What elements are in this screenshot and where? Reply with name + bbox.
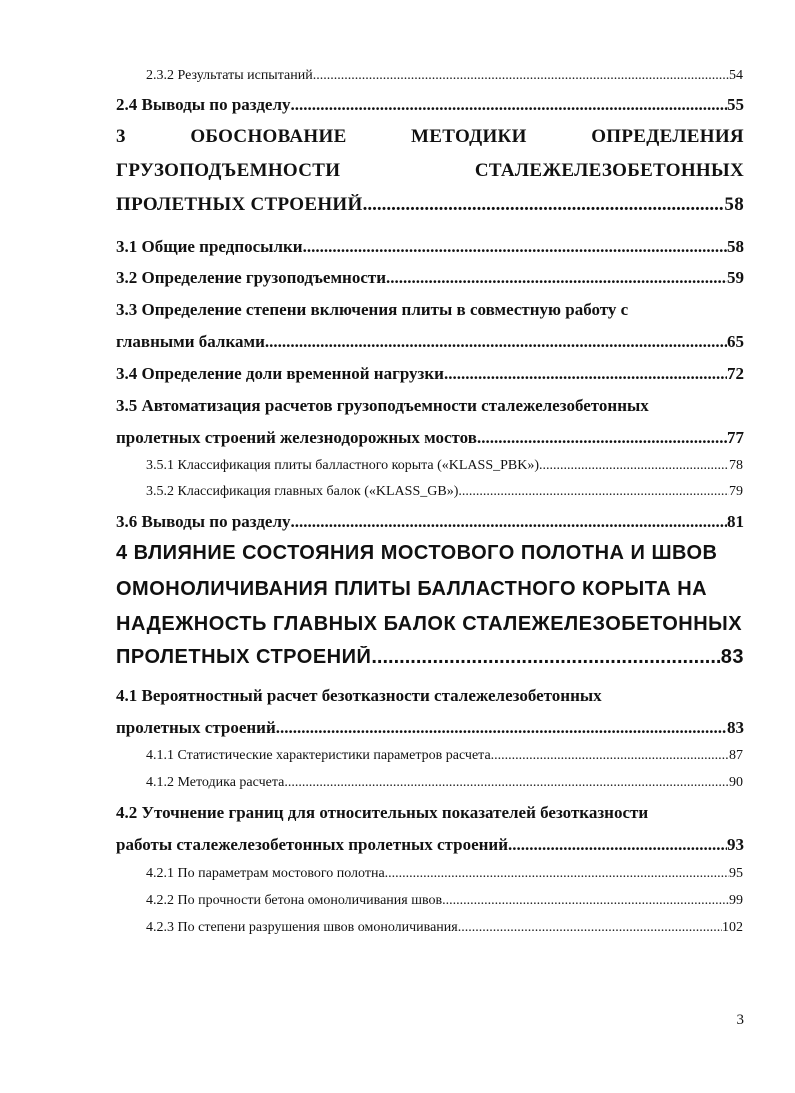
toc-entry-4-2-3[interactable] xyxy=(146,920,743,936)
chapter-word: ГРУЗОПОДЪЕМНОСТИ xyxy=(116,160,341,181)
toc-entry-title: ПРОЛЕТНЫХ СТРОЕНИЙ xyxy=(116,646,372,668)
toc-page-number: 78 xyxy=(729,458,743,473)
toc-leader-dots xyxy=(458,484,729,500)
chapter-word: ОПРЕДЕЛЕНИЯ xyxy=(591,126,744,147)
chapter-word: ОБОСНОВАНИЕ xyxy=(190,126,347,147)
toc-entry-3-5-2[interactable] xyxy=(146,484,743,500)
toc-leader-dots xyxy=(508,835,727,855)
toc-entry-3-5[interactable] xyxy=(116,428,744,448)
toc-leader-dots xyxy=(265,332,727,352)
toc-entry-3-1[interactable] xyxy=(116,237,744,257)
toc-entry-title: 3.2 Определение грузоподъемности xyxy=(116,268,387,287)
toc-page-number: 65 xyxy=(727,332,744,351)
toc-page-number: 87 xyxy=(729,748,743,763)
toc-leader-dots xyxy=(276,718,727,738)
chapter-word: МЕТОДИКИ xyxy=(411,126,527,147)
toc-chapter-3-line-2[interactable] xyxy=(116,160,744,182)
toc-entry-3-3-line-1[interactable]: 3.3 Определение степени включения плиты в совместную работу с xyxy=(116,300,629,319)
toc-entry-title: 3.1 Общие предпосылки xyxy=(116,237,303,256)
toc-leader-dots xyxy=(303,237,727,257)
toc-page-number: 55 xyxy=(727,95,744,114)
toc-entry-title: 3.5.1 Классификация плиты балластного корыта («KLASS_PBK») xyxy=(146,458,540,473)
toc-entry-title: ПРОЛЕТНЫХ СТРОЕНИЙ xyxy=(116,194,363,215)
toc-leader-dots xyxy=(363,194,725,216)
toc-entry-2-4[interactable] xyxy=(116,95,744,115)
toc-chapter-3-line-3[interactable] xyxy=(116,194,744,216)
toc-entry-3-6[interactable] xyxy=(116,512,744,532)
toc-page-number: 72 xyxy=(727,364,744,383)
toc-entry-title: главными балками xyxy=(116,332,265,351)
toc-entry-3-5-line-1[interactable]: 3.5 Автоматизация расчетов грузоподъемности сталежелезобетонных xyxy=(116,396,649,415)
toc-page-number: 83 xyxy=(720,646,744,668)
toc-entry-title: 4.1.1 Статистические характеристики параметров расчета xyxy=(146,748,491,763)
toc-entry-4-2-1[interactable] xyxy=(146,866,743,882)
toc-leader-dots xyxy=(458,920,722,936)
toc-entry-3-2[interactable] xyxy=(116,268,744,288)
toc-entry-title: 4.2.2 По прочности бетона омоноличивания швов xyxy=(146,893,443,908)
toc-entry-4-2-2[interactable] xyxy=(146,893,743,909)
toc-entry-4-2[interactable] xyxy=(116,835,744,855)
chapter-number: 3 xyxy=(116,126,126,147)
toc-entry-title: 3.4 Определение доли временной нагрузки xyxy=(116,364,444,383)
toc-entry-4-1[interactable] xyxy=(116,718,744,738)
toc-page-number: 83 xyxy=(727,718,744,737)
toc-page-number: 81 xyxy=(727,512,744,531)
toc-entry-4-1-1[interactable] xyxy=(146,748,743,764)
toc-leader-dots xyxy=(477,428,727,448)
toc-entry-title: 4.2.1 По параметрам мостового полотна xyxy=(146,866,385,881)
toc-leader-dots xyxy=(291,512,727,532)
toc-leader-dots xyxy=(386,268,727,288)
toc-chapter-4-line-3[interactable]: НАДЕЖНОСТЬ ГЛАВНЫХ БАЛОК СТАЛЕЖЕЛЕЗОБЕТОННЫХ xyxy=(116,613,743,635)
toc-entry-3-5-1[interactable] xyxy=(146,458,743,474)
toc-entry-4-1-line-1[interactable]: 4.1 Вероятностный расчет безотказности сталежелезобетонных xyxy=(116,686,602,705)
toc-chapter-4-line-4[interactable] xyxy=(116,646,744,669)
toc-page-number: 58 xyxy=(724,194,744,215)
toc-entry-title: 3.5.2 Классификация главных балок («KLASS_GB») xyxy=(146,484,459,499)
toc-entry-title: работы сталежелезобетонных пролетных строений xyxy=(116,835,509,854)
toc-leader-dots xyxy=(291,95,727,115)
toc-leader-dots xyxy=(284,775,729,791)
toc-entry-4-1-2[interactable] xyxy=(146,775,743,791)
toc-page-number: 99 xyxy=(729,893,743,908)
toc-entry-3-3[interactable] xyxy=(116,332,744,352)
toc-page-number: 93 xyxy=(727,835,744,854)
toc-leader-dots xyxy=(444,364,727,384)
toc-leader-dots xyxy=(385,866,729,882)
toc-entry-4-2-line-1[interactable]: 4.2 Уточнение границ для относительных показателей безотказности xyxy=(116,803,649,822)
toc-page-number: 95 xyxy=(729,866,743,881)
toc-leader-dots xyxy=(539,458,729,474)
toc-page-number: 77 xyxy=(727,428,744,447)
toc-page-number: 90 xyxy=(729,775,743,790)
toc-leader-dots xyxy=(442,893,729,909)
toc-entry-title: пролетных строений железнодорожных мостов xyxy=(116,428,477,447)
toc-entry-3-4[interactable] xyxy=(116,364,744,384)
toc-entry-title: 2.3.2 Результаты испытаний xyxy=(146,68,313,83)
toc-page-number: 59 xyxy=(727,268,744,287)
chapter-word: СТАЛЕЖЕЛЕЗОБЕТОННЫХ xyxy=(474,160,744,181)
toc-page-number: 58 xyxy=(727,237,744,256)
toc-chapter-4-line-2[interactable]: ОМОНОЛИЧИВАНИЯ ПЛИТЫ БАЛЛАСТНОГО КОРЫТА НА xyxy=(116,578,708,600)
toc-leader-dots xyxy=(491,748,729,764)
toc-page-number: 102 xyxy=(722,920,743,935)
toc-page-number: 54 xyxy=(729,68,743,83)
toc-leader-dots xyxy=(313,68,729,84)
toc-entry-title: 3.6 Выводы по разделу xyxy=(116,512,291,531)
page-number: 3 xyxy=(736,1012,744,1028)
toc-entry-title: 4.2.3 По степени разрушения швов омоноличивания xyxy=(146,920,458,935)
toc-entry-title: пролетных строений xyxy=(116,718,276,737)
toc-entry-title: 4.1.2 Методика расчета xyxy=(146,775,285,790)
toc-chapter-4-line-1[interactable]: 4 ВЛИЯНИЕ СОСТОЯНИЯ МОСТОВОГО ПОЛОТНА И ШВОВ xyxy=(116,542,718,564)
toc-leader-dots xyxy=(371,646,720,669)
toc-chapter-3-line-1[interactable] xyxy=(116,126,744,148)
toc-page-number: 79 xyxy=(729,484,743,499)
toc-entry-2-3-2[interactable] xyxy=(146,68,743,84)
toc-entry-title: 2.4 Выводы по разделу xyxy=(116,95,291,114)
